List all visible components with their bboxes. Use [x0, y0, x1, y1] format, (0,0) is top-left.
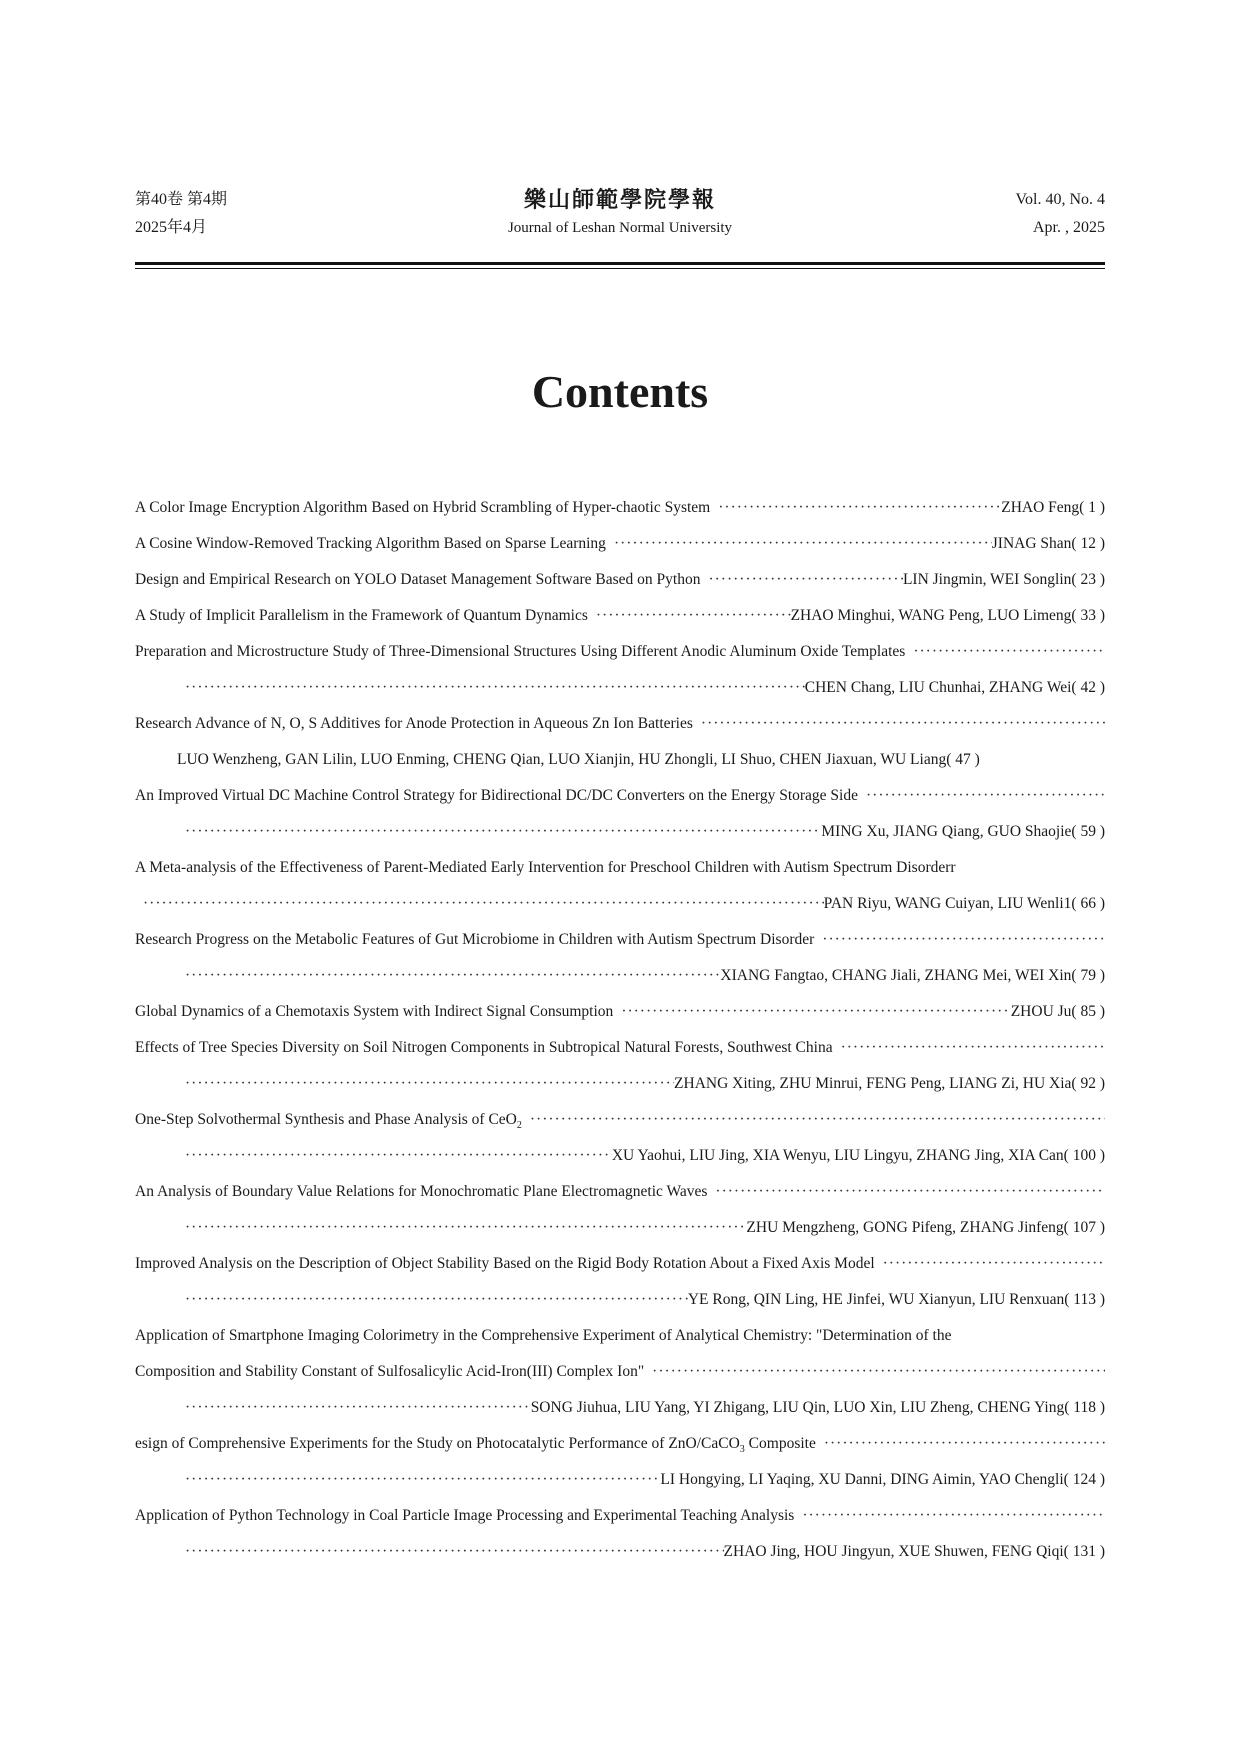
dot-leader [606, 526, 992, 562]
toc-line [135, 1534, 1105, 1570]
toc-line [135, 706, 1105, 742]
entry-authors-page: XIANG Fangtao, CHANG Jiali, ZHANG Mei, WEI Xin( 79 ) [720, 967, 1105, 984]
entry-title-text: A Cosine Window-Removed Tracking Algorithm Based on Sparse Learning [135, 535, 606, 552]
entry-authors-page: LIN Jingmin, WEI Songlin( 23 ) [902, 571, 1105, 588]
entry-authors-page: CHEN Chang, LIU Chunhai, ZHANG Wei( 42 ) [804, 679, 1105, 696]
dot-leader [905, 634, 1105, 670]
toc-entry[interactable] [135, 706, 1105, 778]
toc-entry[interactable] [135, 1498, 1105, 1570]
dot-leader [613, 994, 1010, 1030]
entry-title-text: A Color Image Encryption Algorithm Based on Hybrid Scrambling of Hyper-chaotic System [135, 499, 711, 516]
volume-issue-cn: 第40卷 第4期 [135, 191, 228, 208]
toc-entry[interactable] [135, 778, 1105, 850]
dot-leader [522, 1102, 1105, 1138]
toc-entry[interactable] [135, 1426, 1105, 1498]
entry-authors-page: ZHAO Minghui, WANG Peng, LUO Limeng( 33 ) [790, 607, 1105, 624]
toc-entry[interactable] [135, 634, 1105, 706]
toc-line [135, 670, 1105, 706]
dot-leader [794, 1498, 1105, 1534]
toc-line [135, 1462, 1105, 1498]
table-of-contents [135, 490, 1105, 1570]
running-header [135, 186, 1105, 246]
dot-leader [710, 490, 1001, 526]
toc-line [135, 1354, 1105, 1390]
toc-line [135, 490, 1105, 526]
toc-line [135, 922, 1105, 958]
dot-leader [177, 1462, 660, 1498]
dot-leader [177, 1138, 612, 1174]
entry-title-text: One-Step Solvothermal Synthesis and Phase Analysis of CeO$_2$ [135, 1111, 522, 1132]
entry-authors-page: ZHAO Feng( 1 ) [1001, 499, 1105, 516]
dot-leader [177, 1282, 688, 1318]
dot-leader [707, 1174, 1105, 1210]
toc-line [135, 526, 1105, 562]
date-cn: 2025年4月 [135, 219, 208, 236]
toc-entry[interactable] [135, 1246, 1105, 1318]
entry-title-text: Effects of Tree Species Diversity on Soil Nitrogen Components in Subtropical Natural Forests, Southwest China [135, 1039, 833, 1056]
toc-line [135, 814, 1105, 850]
toc-entry[interactable] [135, 1102, 1105, 1174]
entry-title-text: Composition and Stability Constant of Sulfosalicylic Acid-Iron(III) Complex Ion" [135, 1363, 645, 1380]
volume-issue-en: Vol. 40, No. 4 [1015, 191, 1105, 208]
toc-entry[interactable] [135, 562, 1105, 598]
entry-title-text: LUO Wenzheng, GAN Lilin, LUO Enming, CHENG Qian, LUO Xianjin, HU Zhongli, LI Shuo, CHEN Jiaxuan, WU Liang( 47 ) [177, 751, 980, 768]
toc-line [135, 886, 1105, 922]
dot-leader [135, 886, 824, 922]
toc-line [135, 1210, 1105, 1246]
toc-entry[interactable] [135, 598, 1105, 634]
entry-title-text: An Analysis of Boundary Value Relations for Monochromatic Plane Electromagnetic Waves [135, 1183, 708, 1200]
dot-leader [693, 706, 1105, 742]
header-rule-thin [135, 268, 1105, 269]
toc-line [135, 1390, 1105, 1426]
toc-line [135, 1102, 1105, 1138]
dot-leader [875, 1246, 1105, 1282]
toc-entry[interactable] [135, 1318, 1105, 1426]
toc-line [135, 1426, 1105, 1462]
toc-line [135, 1138, 1105, 1174]
toc-line [135, 958, 1105, 994]
header-rule-thick [135, 262, 1105, 265]
entry-title-text: esign of Comprehensive Experiments for the Study on Photocatalytic Performance of ZnO/CaCO$_3$ Composite [135, 1435, 816, 1456]
entry-authors-page: ZHANG Xiting, ZHU Minrui, FENG Peng, LIANG Zi, HU Xia( 92 ) [674, 1075, 1105, 1092]
entry-title-text: A Study of Implicit Parallelism in the Framework of Quantum Dynamics [135, 607, 588, 624]
entry-title-text: An Improved Virtual DC Machine Control Strategy for Bidirectional DC/DC Converters on the Energy Storage Side [135, 787, 858, 804]
entry-authors-page: SONG Jiuhua, LIU Yang, YI Zhigang, LIU Qin, LUO Xin, LIU Zheng, CHENG Ying( 118 ) [530, 1399, 1105, 1416]
toc-entry[interactable] [135, 1030, 1105, 1102]
toc-line [135, 598, 1105, 634]
entry-authors-page: ZHAO Jing, HOU Jingyun, XUE Shuwen, FENG Qiqi( 131 ) [723, 1543, 1105, 1560]
entry-title-text: Improved Analysis on the Description of Object Stability Based on the Rigid Body Rotation About a Fixed Axis Model [135, 1255, 875, 1272]
toc-entry[interactable] [135, 1174, 1105, 1246]
toc-entry[interactable] [135, 526, 1105, 562]
toc-line [135, 1498, 1105, 1534]
dot-leader [177, 1390, 531, 1426]
entry-authors-page: ZHOU Ju( 85 ) [1010, 1003, 1105, 1020]
toc-line [135, 742, 1105, 778]
entry-title-text: A Meta-analysis of the Effectiveness of Parent-Mediated Early Intervention for Preschool Children with Autism Spectrum Disorderr [135, 859, 956, 876]
dot-leader [177, 814, 821, 850]
dot-leader [700, 562, 902, 598]
toc-line [135, 1030, 1105, 1066]
toc-entry[interactable] [135, 922, 1105, 994]
subscript: 2 [516, 1120, 522, 1132]
entry-authors-page: PAN Riyu, WANG Cuiyan, LIU Wenli1( 66 ) [823, 895, 1105, 912]
toc-line [135, 1066, 1105, 1102]
journal-name-cn: 樂山師範學院學報 [523, 187, 716, 212]
toc-entry[interactable] [135, 994, 1105, 1030]
entry-authors-page: JINAG Shan( 12 ) [991, 535, 1105, 552]
dot-leader [833, 1030, 1105, 1066]
toc-line [135, 1282, 1105, 1318]
toc-line [135, 562, 1105, 598]
date-en: Apr. , 2025 [1033, 219, 1105, 236]
dot-leader [588, 598, 791, 634]
toc-line [135, 778, 1105, 814]
entry-title-text: Design and Empirical Research on YOLO Dataset Management Software Based on Python [135, 571, 701, 588]
entry-title-text: Research Progress on the Metabolic Features of Gut Microbiome in Children with Autism Spectrum Disorder [135, 931, 815, 948]
entry-authors-page: YE Rong, QIN Ling, HE Jinfei, WU Xianyun, LIU Renxuan( 113 ) [687, 1291, 1105, 1308]
entry-title-text: Global Dynamics of a Chemotaxis System with Indirect Signal Consumption [135, 1003, 614, 1020]
entry-title-text: Research Advance of N, O, S Additives for Anode Protection in Aqueous Zn Ion Batteries [135, 715, 693, 732]
dot-leader [644, 1354, 1105, 1390]
entry-authors-page: MING Xu, JIANG Qiang, GUO Shaojie( 59 ) [821, 823, 1105, 840]
dot-leader [177, 1066, 674, 1102]
toc-line [135, 994, 1105, 1030]
dot-leader [177, 1534, 724, 1570]
dot-leader [177, 670, 805, 706]
subscript: 3 [739, 1444, 745, 1456]
toc-line [135, 634, 1105, 670]
entry-title-text: Application of Smartphone Imaging Colorimetry in the Comprehensive Experiment of Analytical Chemistry: "Determination of the [135, 1327, 952, 1344]
dot-leader [177, 958, 720, 994]
entry-authors-page: ZHU Mengzheng, GONG Pifeng, ZHANG Jinfeng( 107 ) [746, 1219, 1105, 1236]
entry-title-text: Application of Python Technology in Coal Particle Image Processing and Experimental Teaching Analysis [135, 1507, 795, 1524]
dot-leader [816, 1426, 1105, 1462]
journal-name [135, 186, 1105, 242]
toc-entry[interactable] [135, 850, 1105, 922]
dot-leader [814, 922, 1105, 958]
toc-line [135, 1246, 1105, 1282]
entry-authors-page: LI Hongying, LI Yaqing, XU Danni, DING Aimin, YAO Chengli( 124 ) [660, 1471, 1105, 1488]
toc-line [135, 1174, 1105, 1210]
toc-entry[interactable] [135, 490, 1105, 526]
dot-leader [177, 1210, 746, 1246]
entry-authors-page: XU Yaohui, LIU Jing, XIA Wenyu, LIU Lingyu, ZHANG Jing, XIA Can( 100 ) [611, 1147, 1105, 1164]
toc-line [135, 1318, 1105, 1354]
entry-title-text: Preparation and Microstructure Study of Three-Dimensional Structures Using Different Anodic Aluminum Oxide Templates [135, 643, 906, 660]
page-title: Contents [531, 366, 709, 417]
toc-line [135, 850, 1105, 886]
dot-leader [858, 778, 1105, 814]
journal-name-en: Journal of Leshan Normal University [507, 220, 733, 236]
issue-info-en [1016, 186, 1106, 242]
